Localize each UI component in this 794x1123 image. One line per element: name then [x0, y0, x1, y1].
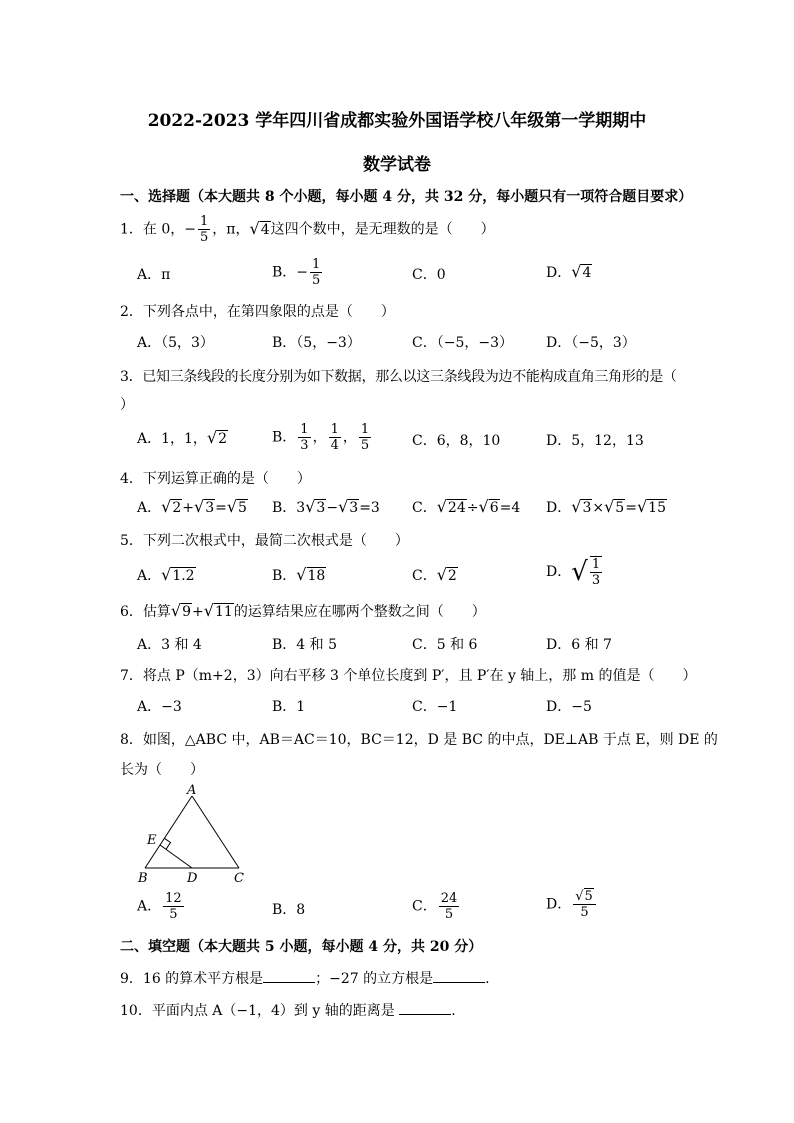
q8-d-sqrt: √5 [575, 889, 593, 904]
q4-c-prefix: C． [412, 500, 437, 516]
q4-d-sqrt-3: √15 [636, 497, 666, 516]
q5-option-a [137, 565, 196, 585]
q9-text-a: 9．16 的算术平方根是 [120, 971, 264, 987]
q3-b-f1-den: 3 [300, 438, 309, 453]
q8-option-d [546, 889, 598, 920]
q3-option-b-frac-3 [359, 422, 371, 453]
q6-rad-1: 9 [182, 604, 192, 620]
q8-d-fraction [573, 889, 596, 920]
label-c: C [234, 871, 244, 886]
q3-option-a-prefix: A．1，1， [137, 431, 207, 447]
question-2: 2．下列各点中，在第四象限的点是（ ） [120, 304, 395, 320]
q1-option-b [272, 257, 324, 288]
q1-neg-sign: − [184, 221, 196, 238]
q4-d-rad-1: 3 [582, 500, 592, 516]
q6-sqrt-1: √9 [170, 601, 192, 620]
q4-a-sqrt-2: √3 [193, 497, 215, 516]
q8-c-fraction [439, 891, 460, 922]
q5-c-rad: 2 [447, 568, 457, 584]
q4-d-rad-2: 5 [615, 500, 625, 516]
q1-option-b-prefix: B． [272, 264, 297, 281]
q1-fraction [198, 214, 210, 245]
q1-frac-num: 1 [200, 214, 209, 229]
q5-a-rad: 1.2 [172, 568, 195, 584]
label-b: B [138, 871, 148, 886]
q4-c-rad-2: 6 [489, 500, 499, 516]
q5-d-fraction [590, 556, 602, 588]
q1-option-d-prefix: D． [546, 265, 572, 281]
q3-b-f3-num: 1 [360, 422, 370, 437]
q4-d-rad-3: 15 [648, 500, 666, 516]
label-e: E [147, 833, 157, 848]
q1-sqrt: √4 [249, 218, 270, 238]
question-1-text-b: ，π， [212, 221, 250, 238]
q1-frac-den: 5 [200, 230, 209, 245]
q9-answer-blank-1[interactable] [263, 970, 315, 983]
q4-b-sqrt-2: √3 [338, 497, 359, 516]
q5-option-d [546, 556, 604, 588]
q3-option-b-prefix: B． [272, 429, 297, 446]
q5-b-rad: 18 [307, 568, 326, 584]
q6-option-a: A．3 和 4 [137, 637, 202, 653]
q5-option-c [412, 565, 458, 585]
q6-option-c: C．5 和 6 [412, 637, 478, 653]
q3-b-f3-den: 5 [360, 438, 370, 453]
q5-a-prefix: A． [137, 568, 162, 584]
question-7: 7．将点 P（m+2，3）向右平移 3 个单位长度到 P′，且 P′在 y 轴上，那 m 的值是（ ） [120, 668, 697, 684]
q7-option-d: D．−5 [546, 699, 592, 715]
q3-option-b-frac-1 [298, 422, 310, 453]
q7-option-c: C．−1 [412, 699, 458, 715]
q5-a-sqrt: √1.2 [161, 565, 195, 584]
q4-d-sqrt-1: √3 [571, 497, 592, 516]
section-2-heading: 二、填空题（本大题共 5 小题，每小题 4 分，共 20 分） [120, 939, 483, 955]
q8-a-den: 5 [169, 907, 178, 922]
question-8-cont: 长为（ ） [120, 762, 204, 778]
question-4: 4．下列运算正确的是（ ） [120, 471, 311, 487]
q8-d-prefix: D． [546, 896, 572, 913]
triangle-figure [130, 780, 260, 888]
q8-d-rad: 5 [584, 889, 593, 904]
label-a: A [187, 783, 197, 798]
exam-title-line1: 2022-2023 学年四川省成都实验外国语学校八年级第一学期期中 [147, 111, 647, 131]
q4-b-minus: − [326, 500, 339, 516]
q8-option-c [412, 891, 461, 922]
q4-b-rad-2: 3 [349, 500, 359, 516]
q4-a-sqrt-3: √5 [226, 497, 247, 516]
q3-option-b [272, 422, 373, 453]
q6-option-d: D．6 和 7 [546, 637, 612, 653]
q10-text-b: . [451, 1003, 456, 1019]
question-3: 3．已知三条线段的长度分别为如下数据，那么以这三条线段为边不能构成直角三角形的是（ [120, 369, 677, 385]
right-angle-mark [164, 838, 170, 849]
q6-text-a: 6．估算 [120, 604, 171, 620]
q1-option-b-fraction [310, 257, 322, 288]
q8-option-a [137, 891, 186, 922]
q4-option-d [546, 497, 667, 517]
question-1 [120, 214, 495, 245]
q4-option-b [272, 497, 380, 517]
q8-a-prefix: A． [137, 898, 162, 915]
q4-a-rad-2: 3 [205, 500, 215, 516]
q1-option-b-neg: − [296, 264, 309, 281]
q4-a-rad-1: 2 [172, 500, 182, 516]
q4-b-rad-1: 3 [316, 500, 326, 516]
q4-d-eq: = [625, 500, 637, 516]
question-9 [120, 968, 490, 988]
q4-a-rad-3: 5 [238, 500, 247, 516]
q1-option-b-den: 5 [312, 273, 321, 288]
q8-d-num [573, 889, 596, 905]
q3-b-f1-num: 1 [300, 422, 309, 437]
question-5: 5．下列二次根式中，最简二次根式是（ ） [120, 533, 409, 549]
q1-option-d-sqrt: √4 [571, 262, 592, 281]
q4-b-sqrt-1: √3 [305, 497, 326, 516]
q7-option-b: B．1 [272, 699, 306, 715]
q4-a-plus: + [182, 500, 194, 516]
q8-option-b: B．8 [272, 902, 306, 918]
q8-a-fraction [163, 891, 184, 922]
q3-option-a-radicand: 2 [218, 431, 228, 447]
label-d: D [187, 871, 198, 886]
q4-b-eq: =3 [359, 500, 380, 516]
q1-option-d-radicand: 4 [582, 265, 592, 281]
q1-option-b-num: 1 [312, 257, 321, 272]
q4-d-prefix: D． [546, 500, 572, 516]
q5-d-num: 1 [591, 557, 601, 572]
q5-option-b [272, 565, 326, 585]
question-10 [120, 1000, 456, 1020]
q6-rad-2: 11 [214, 604, 233, 620]
exam-title-line2: 数学试卷 [363, 155, 431, 175]
q5-d-prefix: D． [546, 564, 572, 580]
q6-sqrt-2: √11 [203, 601, 233, 620]
q8-c-num: 24 [440, 891, 458, 906]
q4-c-eq: =4 [499, 500, 521, 516]
q2-option-b: B．（5，−3） [272, 335, 361, 351]
q3-option-a-sqrt: √2 [206, 428, 228, 447]
q4-b-prefix: B．3 [272, 500, 306, 516]
q4-c-sqrt-2: √6 [478, 497, 499, 516]
side-ab [145, 796, 192, 868]
q1-option-a: A．π [137, 267, 171, 283]
q8-a-num: 12 [165, 891, 182, 906]
segment-de [160, 845, 192, 868]
q1-sqrt-radicand: 4 [260, 221, 270, 238]
q9-answer-blank-2[interactable] [433, 970, 485, 983]
q3-option-d: D．5，12，13 [546, 433, 644, 449]
q10-answer-blank[interactable] [399, 1002, 451, 1015]
q3-option-a [137, 428, 228, 448]
q10-text-a: 10．平面内点 A（−1，4）到 y 轴的距离是 [120, 1003, 400, 1019]
question-1-text-c: 这四个数中，是无理数的是（ ） [270, 221, 495, 238]
q3-b-f2-num: 1 [330, 422, 339, 437]
q3-option-c: C．6，8，10 [412, 433, 501, 449]
q4-a-sqrt-1: √2 [161, 497, 182, 516]
q3-b-f2-den: 4 [330, 438, 339, 453]
q2-option-c: C．（−5，−3） [412, 335, 513, 351]
q3-b-comma-1: ， [312, 429, 327, 446]
q8-c-prefix: C． [412, 898, 437, 915]
question-3-cont: ） [120, 397, 134, 413]
q5-c-prefix: C． [412, 568, 437, 584]
q4-option-c [412, 497, 520, 517]
q4-c-sqrt-1: √24 [436, 497, 466, 516]
q4-d-times: × [592, 500, 605, 516]
side-ac [192, 796, 239, 868]
q8-d-den: 5 [580, 905, 589, 920]
q6-plus: + [192, 604, 204, 620]
q5-b-sqrt: √18 [296, 565, 326, 584]
q9-text-c: . [485, 971, 490, 987]
q5-b-prefix: B． [272, 568, 297, 584]
q5-d-sqrt: √ $\frac{1}{3}$ [571, 557, 601, 588]
section-1-heading: 一、选择题（本大题共 8 个小题，每小题 4 分，共 32 分，每小题只有一项符合题目要求） [120, 189, 693, 205]
question-8: 8．如图，△ABC 中，AB＝AC＝10，BC＝12，D 是 BC 的中点，DE⊥AB 于点 E，则 DE 的 [120, 732, 718, 748]
q4-a-eq: = [215, 500, 227, 516]
question-6 [120, 601, 486, 621]
q1-option-d [546, 262, 592, 282]
q4-d-sqrt-2: √5 [604, 497, 625, 516]
q5-d-den: 3 [591, 573, 601, 588]
q2-option-a: A．（5，3） [137, 335, 214, 351]
q8-c-den: 5 [444, 907, 454, 922]
q9-text-b: ；−27 的立方根是 [315, 971, 434, 987]
question-1-text-a: 1．在 0， [120, 221, 185, 238]
q5-c-sqrt: √2 [436, 565, 457, 584]
q2-option-d: D．（−5，3） [546, 335, 636, 351]
q7-option-a: A．−3 [137, 699, 182, 715]
q4-c-div: ÷ [466, 500, 479, 516]
q6-text-b: 的运算结果应在哪两个整数之间（ ） [233, 604, 486, 620]
q4-c-rad-1: 24 [447, 500, 466, 516]
q6-option-b: B．4 和 5 [272, 637, 338, 653]
q1-option-c: C．0 [412, 267, 446, 283]
q3-option-b-frac-2 [329, 422, 341, 453]
q3-b-comma-2: ， [342, 429, 357, 446]
q4-a-prefix: A． [137, 500, 162, 516]
q4-option-a [137, 497, 248, 517]
